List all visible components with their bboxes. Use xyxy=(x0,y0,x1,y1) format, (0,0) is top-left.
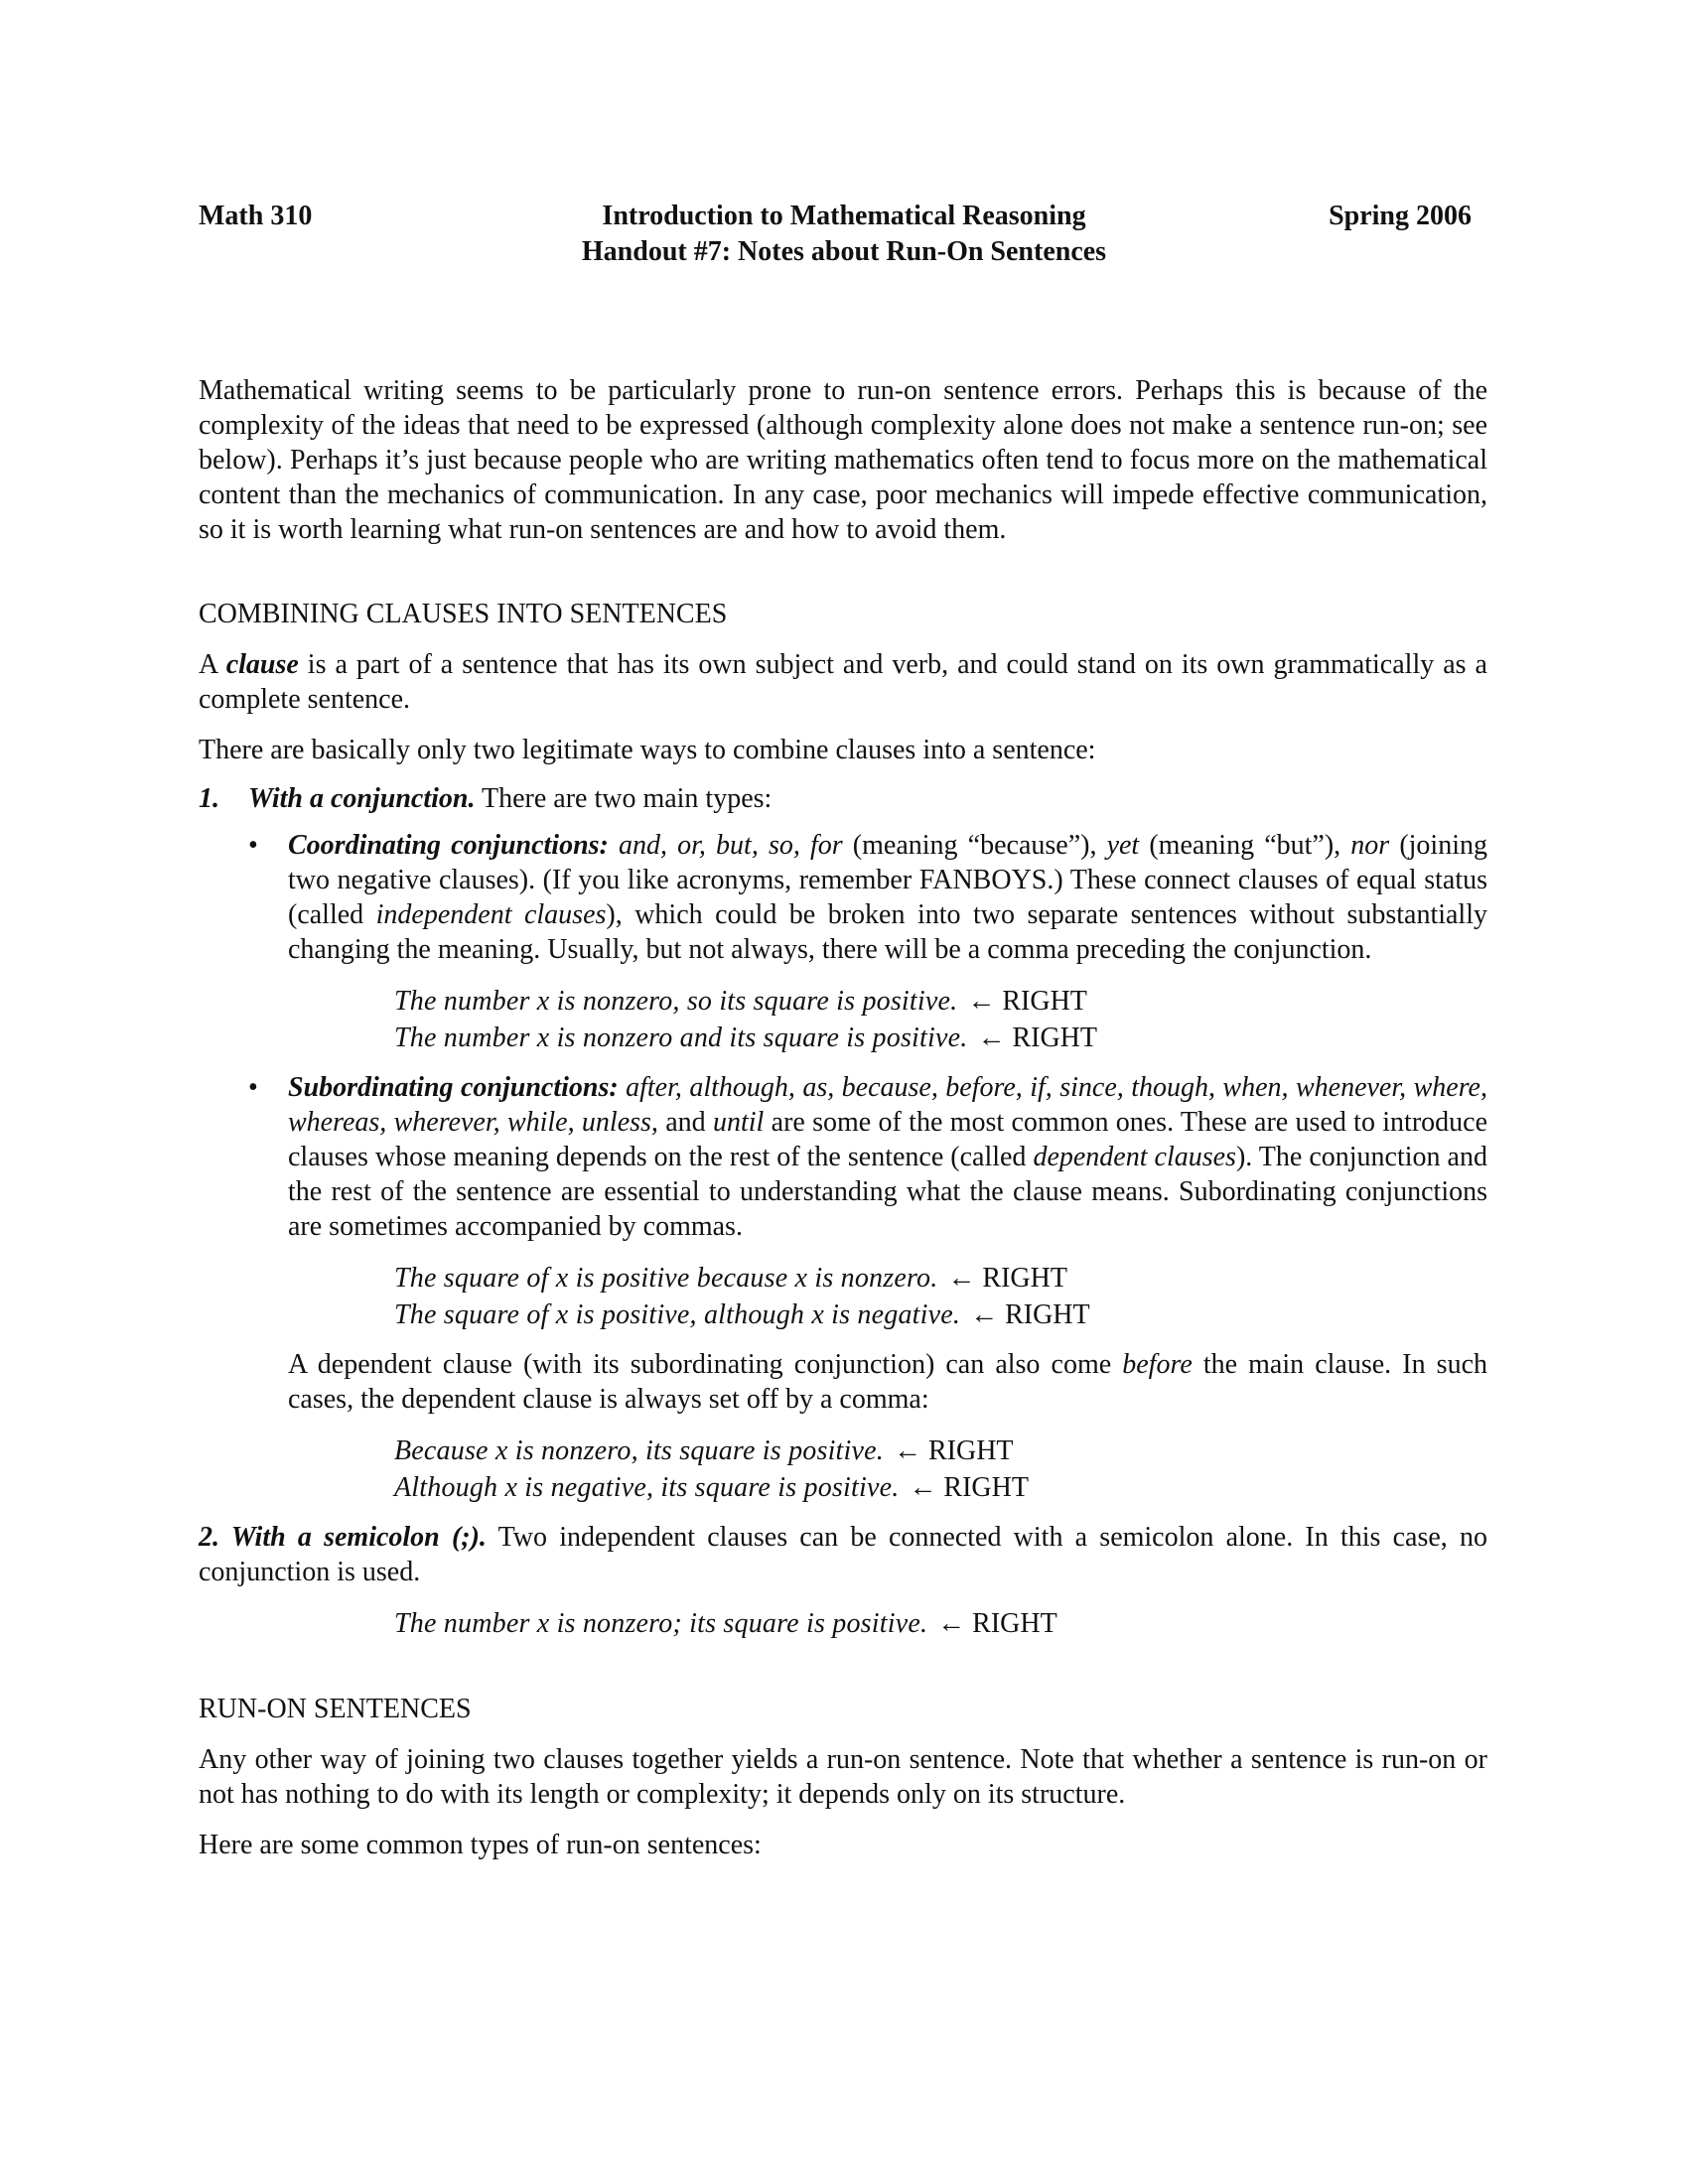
example-text: The number x is nonzero and its square is positive. xyxy=(394,1023,968,1053)
title-line-1: Introduction to Mathematical Reasoning xyxy=(602,201,1086,231)
example-mark: ← RIGHT xyxy=(967,986,1087,1017)
conjunction-types-list xyxy=(199,828,1487,1506)
dependent-first-examples xyxy=(288,1433,1487,1506)
coord-list: and, or, but, so, for xyxy=(608,830,843,861)
subord-until: until xyxy=(712,1107,765,1138)
coord-independent: independent clauses xyxy=(375,899,607,930)
example-line xyxy=(394,1605,1487,1642)
example-line xyxy=(394,1297,1487,1333)
clause-def-rest: is a part of a sentence that has its own subject and verb, and could stand on its own grammatically as a complete sentence. xyxy=(199,649,1487,715)
example-text: The square of x is positive, although x is negative. xyxy=(394,1299,961,1330)
coord-meaning-1: (meaning “because”), xyxy=(842,830,1107,861)
subord-rest-1: are some of the most common ones. These are used to introduce clauses whose meaning depends on the rest of the sentence (called xyxy=(288,1107,1488,1172)
example-text: The number x is nonzero; its square is positive. xyxy=(394,1608,928,1639)
item-conjunction xyxy=(199,781,1487,816)
example-mark: ← RIGHT xyxy=(947,1263,1067,1294)
coord-rest-1: (joining two negative clauses). (If you like acronyms, remember FANBOYS.) These connect clauses of equal status (called xyxy=(288,830,1487,930)
list-item-coordinating xyxy=(199,828,1487,1056)
coord-yet: yet xyxy=(1106,830,1140,861)
coord-nor: nor xyxy=(1350,830,1390,861)
example-mark: ← RIGHT xyxy=(977,1023,1097,1053)
clause-def-prefix: A xyxy=(199,649,226,680)
item-1-label: With a conjunction. xyxy=(248,783,476,814)
before-para-2: the main clause. In such cases, the dependent clause is always set off by a comma: xyxy=(288,1349,1487,1415)
document-body xyxy=(199,373,1487,1862)
course-number: Math 310 xyxy=(199,201,313,231)
clause-definition xyxy=(199,647,1487,717)
example-mark: ← RIGHT xyxy=(893,1435,1014,1466)
item-1-text: There are two main types: xyxy=(475,783,773,814)
item-2-text: Two independent clauses can be connected with a semicolon alone. In this case, no conjunction is used. xyxy=(199,1522,1487,1587)
subord-examples xyxy=(288,1260,1487,1333)
bullet-icon: • xyxy=(248,830,258,861)
example-line xyxy=(394,983,1487,1020)
title-line-2: Handout #7: Notes about Run-On Sentences xyxy=(581,236,1107,267)
example-mark: ← RIGHT xyxy=(937,1608,1057,1639)
document-title xyxy=(357,199,1331,270)
subordinating-paragraph xyxy=(288,1070,1487,1244)
item-semicolon xyxy=(199,1520,1487,1589)
term: Spring 2006 xyxy=(1329,201,1472,231)
clause-term: clause xyxy=(225,649,299,680)
example-text: Although x is negative, its square is positive. xyxy=(394,1472,900,1503)
example-line xyxy=(394,1260,1487,1297)
semicolon-examples xyxy=(199,1605,1487,1642)
list-item-subordinating xyxy=(199,1070,1487,1506)
section-heading-combining: COMBINING CLAUSES INTO SENTENCES xyxy=(199,599,728,629)
item-number-1: 1. xyxy=(199,783,219,814)
coord-rest-2: ), which could be broken into two separate sentences without substantially changing the meaning. Usually, but not always, there will be a comma preceding the conjunction. xyxy=(288,899,1487,965)
bullet-icon: • xyxy=(248,1072,258,1103)
example-text: The number x is nonzero, so its square is positive. xyxy=(394,986,958,1017)
run-on-paragraph-1: Any other way of joining two clauses together yields a run-on sentence. Note that whether a sentence is run-on or not has nothing to do with its length or complexity; it depends only on its structure. xyxy=(199,1744,1487,1810)
coordinating-paragraph xyxy=(288,828,1487,967)
subord-list: after, although, as, because, before, if, since, though, when, whenever, where, whereas, wherever, while, unless, xyxy=(288,1072,1487,1138)
coord-examples xyxy=(288,983,1487,1056)
item-2-label: 2. With a semicolon (;). xyxy=(199,1522,487,1553)
example-mark: ← RIGHT xyxy=(909,1472,1029,1503)
example-line xyxy=(394,1433,1487,1469)
before-word: before xyxy=(1122,1349,1193,1380)
subord-and: and xyxy=(657,1107,713,1138)
run-on-paragraph-2: Here are some common types of run-on sentences: xyxy=(199,1830,762,1860)
example-mark: ← RIGHT xyxy=(970,1299,1090,1330)
two-ways-paragraph: There are basically only two legitimate ways to combine clauses into a sentence: xyxy=(199,735,1096,765)
example-line xyxy=(394,1020,1487,1056)
subord-rest-2: ). The conjunction and the rest of the sentence are essential to understanding what the clause means. Subordinating conjunctions are sometimes accompanied by commas. xyxy=(288,1142,1487,1242)
example-line xyxy=(394,1469,1487,1506)
dependent-before-paragraph xyxy=(288,1347,1487,1417)
intro-paragraph: Mathematical writing seems to be particularly prone to run-on sentence errors. Perhaps this is because of the complexity of the ideas that need to be expressed (although complexity alone does not make a sentence run-on; see below). Perhaps it’s just because people who are writing mathematics often tend to focus more on the mathematical content than the mechanics of communication. In any case, poor mechanics will impede effective communication, so it is worth learning what run-on sentences are and how to avoid them. xyxy=(199,375,1487,545)
example-text: The square of x is positive because x is nonzero. xyxy=(394,1263,938,1294)
coord-meaning-2: (meaning “but”), xyxy=(1139,830,1351,861)
subord-label: Subordinating conjunctions: xyxy=(288,1072,619,1103)
section-heading-run-on: RUN-ON SENTENCES xyxy=(199,1694,472,1724)
example-text: Because x is nonzero, its square is positive. xyxy=(394,1435,884,1466)
coord-label: Coordinating conjunctions: xyxy=(288,830,609,861)
subord-dependent: dependent clauses xyxy=(1033,1142,1236,1172)
before-para-1: A dependent clause (with its subordinating conjunction) can also come xyxy=(288,1349,1123,1380)
